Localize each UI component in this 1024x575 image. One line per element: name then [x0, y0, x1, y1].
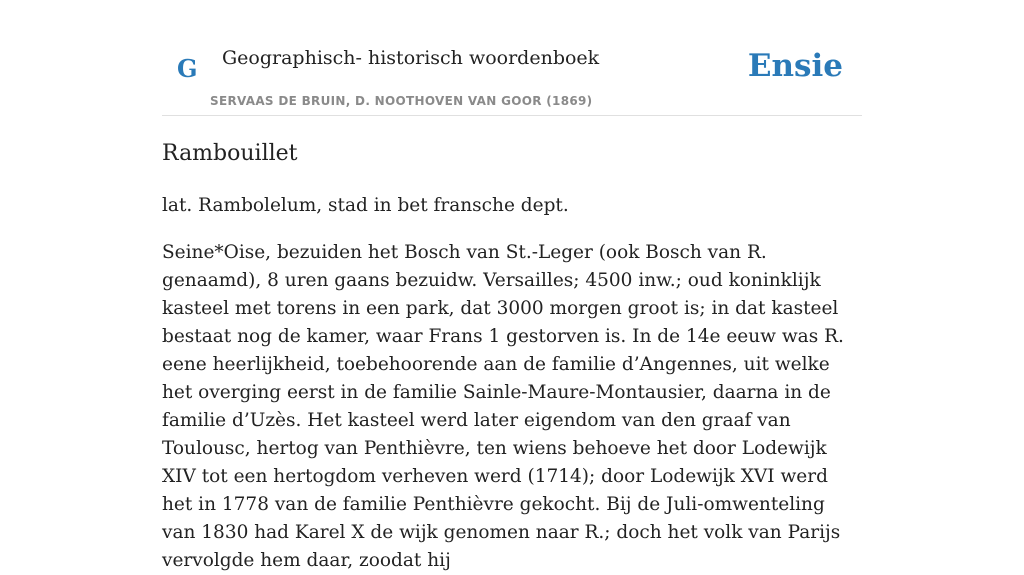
- source-logo[interactable]: G: [177, 54, 198, 83]
- entry-paragraph: lat. Rambolelum, stad in bet fransche dept.: [162, 195, 569, 216]
- header: [162, 0, 862, 116]
- book-author: SERVAAS DE BRUIN, D. NOOTHOVEN VAN GOOR (1869): [210, 94, 593, 108]
- book-title[interactable]: Geographisch- historisch woordenboek: [222, 47, 600, 69]
- entry-title: Rambouillet: [162, 141, 298, 166]
- brand-logo[interactable]: Ensie: [747, 48, 843, 84]
- page: [162, 0, 862, 571]
- entry-paragraph: Seine*Oise, bezuiden het Bosch van St.-Leger (ook Bosch van R. genaamd), 8 uren gaans bezuidw. Versailles; 4500 inw.; oud koninklijk kasteel met torens in een park, dat 3000 morgen groot is; in dat kasteel bestaat nog de kamer, waar Frans 1 gestorven is. In de 14e eeuw was R. eene heerlijkheid, toebehoorende aan de familie d’Angennes, uit welke het overging eerst in de familie Sainle-Maure-Montausier, daarna in de familie d’Uzès. Het kasteel werd later eigendom van den graaf van Toulousc, hertog van Penthièvre, ten wiens behoeve het door Lodewijk XIV tot een hertogdom verheven werd (1714); door Lodewijk XVI werd het in 1778 van de familie Penthièvre gekocht. Bij de Juli-omwenteling van 1830 had Karel X de wijk genomen naar R.; doch het volk van Parijs vervolgde hem daar, zoodat hij: [162, 242, 844, 571]
